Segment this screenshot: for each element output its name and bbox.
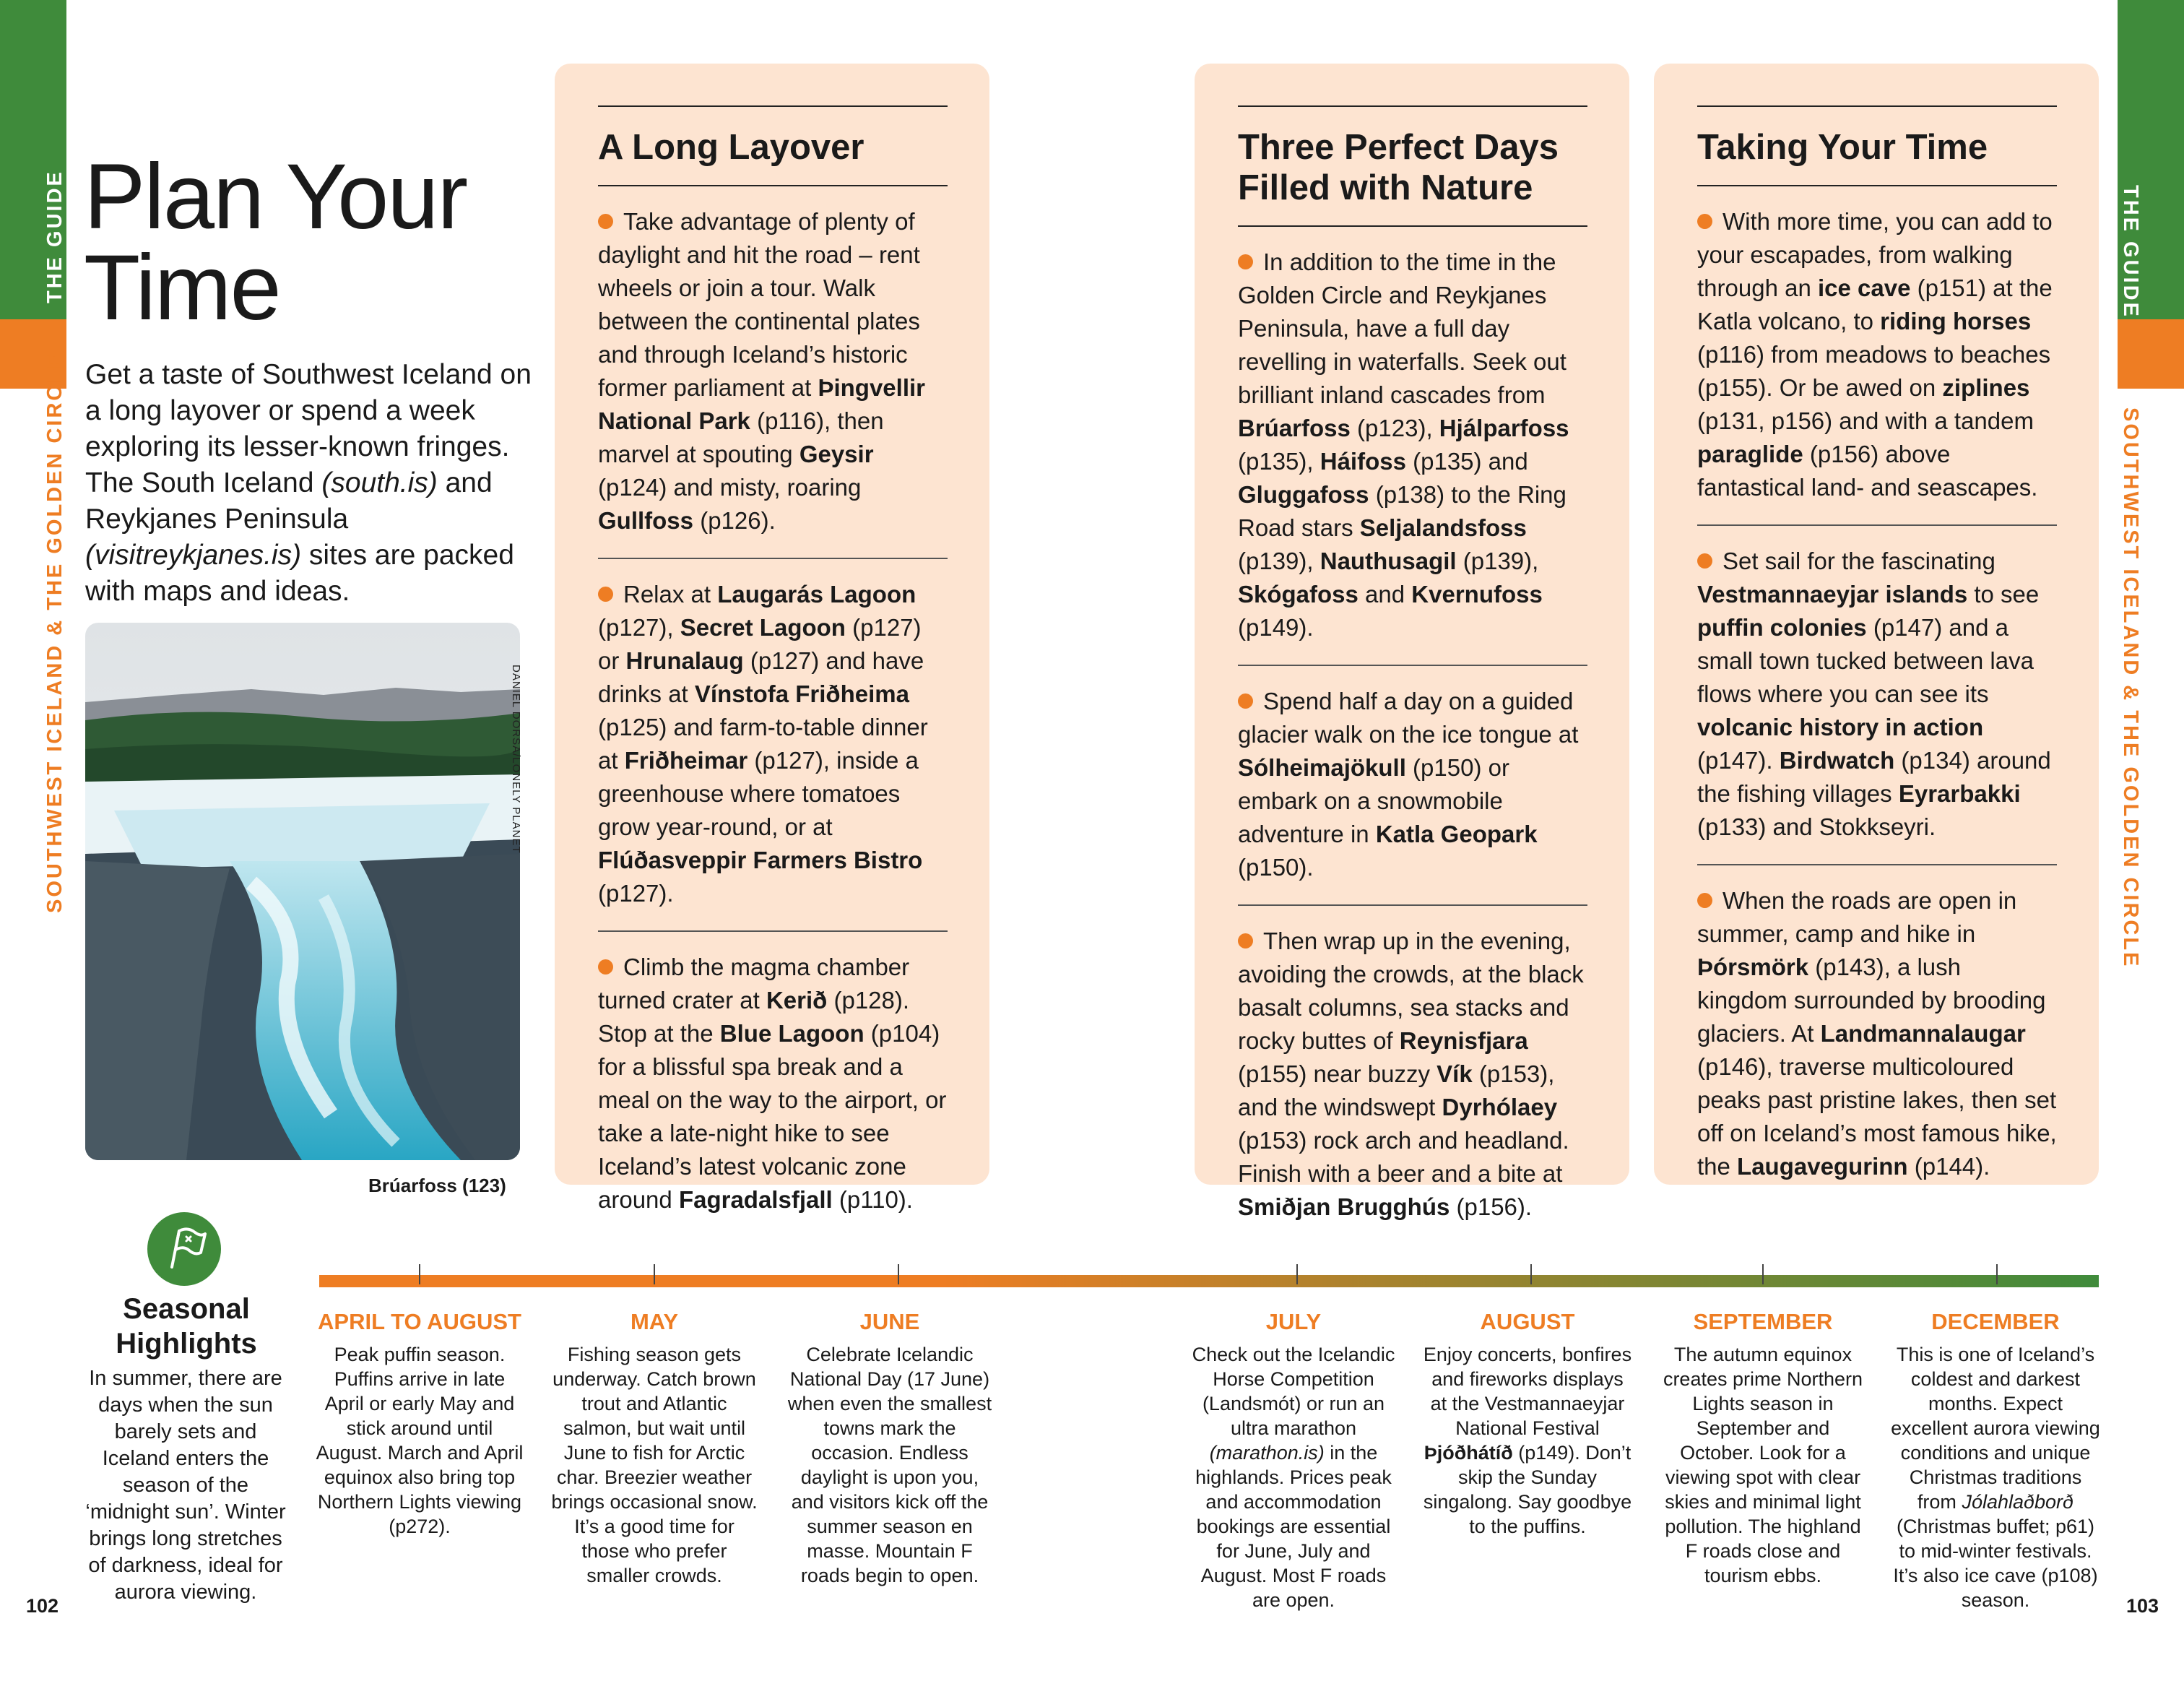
bullet-dot-icon bbox=[598, 959, 613, 975]
flag-icon bbox=[147, 1212, 221, 1286]
timeline-tick bbox=[419, 1264, 420, 1284]
card-title: A Long Layover bbox=[598, 105, 948, 186]
timeline-tick bbox=[1996, 1264, 1998, 1284]
month-text: Check out the Icelandic Horse Competition (Landsmót) or run an ultra marathon (marathon.is) in the highlands. Prices peak and accommodation bookings are essential for June, July and August. Most F roads are open. bbox=[1192, 1344, 1395, 1611]
intro-text: sites are packed with maps and ideas. bbox=[85, 540, 514, 607]
month-text: Enjoy concerts, bonfires and fireworks displays at the Vestmannaeyjar National Festival Þjóðhátíð (p149). Don’t skip the Sunday singalong. Say goodbye to the puffins. bbox=[1423, 1344, 1632, 1537]
bullet-dot-icon bbox=[1238, 693, 1253, 709]
intro-text: and Reykjanes Peninsula bbox=[85, 467, 493, 535]
card-three-days bbox=[1195, 64, 1629, 1220]
photo-caption: Brúarfoss (123) bbox=[368, 1175, 506, 1196]
month-text: This is one of Iceland’s coldest and darkest months. Expect excellent aurora viewing conditions and unique Christmas traditions from Jólahlaðborð (Christmas buffet; p61) to mid-winter festivals. It’s also ice cave (p108) season. bbox=[1891, 1344, 2100, 1611]
intro-paragraph bbox=[85, 357, 533, 610]
orange-tab bbox=[2118, 319, 2184, 389]
itinerary-item: With more time, you can add to your escapades, from walking through an ice cave (p151) at the Katla volcano, to riding horses (p116) from meadows to beaches (p155). Or be awed on ziplines (p131, p156) and with a tandem paraglide (p156) above fantastical land- and seascapes. bbox=[1697, 186, 2057, 526]
flag-icon-svg bbox=[147, 1212, 221, 1286]
region-label: SOUTHWEST ICELAND & THE GOLDEN CIRCLE bbox=[2119, 407, 2142, 969]
month-name: SEPTEMBER bbox=[1693, 1309, 1833, 1334]
right-side-tab bbox=[2118, 0, 2184, 1681]
itinerary-item: Climb the magma chamber turned crater at Kerið (p128). Stop at the Blue Lagoon (p104) for a blissful spa break and a meal on the way to the airport, or take a late-night hike to see Iceland’s latest volcanic zone around Fagradalsfjall (p110). bbox=[598, 954, 947, 1213]
month-text: Peak puffin season. Puffins arrive in late April or early May and stick around until August. March and April equinox also bring top Northern Lights viewing (p272). bbox=[316, 1344, 524, 1537]
timeline-tick bbox=[654, 1264, 655, 1284]
month-december bbox=[1891, 1308, 2100, 1612]
bullet-dot-icon bbox=[1238, 933, 1253, 948]
month-name: JUNE bbox=[859, 1309, 920, 1334]
timeline-tick bbox=[1762, 1264, 1764, 1284]
itinerary-item: Take advantage of plenty of daylight and hit the road – rent wheels or join a tour. Walk between the continental plates and through Iceland’s historic former parliament at Þingvellir National Park (p116), then marvel at spouting Geysir (p124) and misty, roaring Gullfoss (p126). bbox=[598, 186, 948, 559]
photo-credit: DANIEL DORSA/LONELY PLANET bbox=[510, 665, 522, 854]
card-title: Taking Your Time bbox=[1697, 105, 2057, 186]
month-september bbox=[1658, 1308, 1868, 1588]
visitreykjanes-link: (visitreykjanes.is) bbox=[85, 540, 302, 571]
card-title: Three Perfect Days Filled with Nature bbox=[1238, 105, 1587, 227]
timeline-tick bbox=[1296, 1264, 1298, 1284]
page-number-right: 103 bbox=[2126, 1595, 2159, 1617]
month-june bbox=[785, 1308, 994, 1588]
intro-text: Get a taste of Southwest Iceland on a long layover or spend a week exploring its lesser-known fringes. The South Iceland bbox=[85, 359, 532, 498]
bullet-dot-icon bbox=[1697, 553, 1712, 569]
title-line-1: Plan Your bbox=[84, 145, 467, 249]
itinerary-item: Set sail for the fascinating Vestmannaeyjar islands to see puffin colonies (p147) and a small town tucked between lava flows where you can see its volcanic history in action (p147). Birdwatch (p134) around the fishing villages Eyrarbakki (p133) and Stokkseyri. bbox=[1697, 526, 2057, 865]
month-name: APRIL TO AUGUST bbox=[318, 1309, 521, 1334]
timeline-tick bbox=[898, 1264, 899, 1284]
month-name: JULY bbox=[1265, 1309, 1322, 1334]
itinerary-item: Relax at Laugarás Lagoon (p127), Secret Lagoon (p127) or Hrunalaug (p127) and have drinks at Vínstofa Friðheima (p125) and farm-to-table dinner at Friðheimar (p127), inside a greenhouse where tomatoes grow year-round, or at Flúðasveppir Farmers Bistro (p127). bbox=[598, 559, 948, 932]
month-april-to-august bbox=[315, 1308, 524, 1539]
month-name: MAY bbox=[630, 1309, 679, 1334]
page-title bbox=[84, 145, 546, 340]
guide-label: THE GUIDE bbox=[2119, 185, 2142, 319]
card-long-layover bbox=[555, 64, 989, 1213]
itinerary-item: When the roads are open in summer, camp and hike in Þórsmörk (p143), a lush kingdom surrounded by brooding glaciers. At Landmannalaugar (p146), traverse multicoloured peaks past pristine lakes, then set off on Iceland’s most famous hike, the Laugavegurinn (p144). bbox=[1697, 887, 2057, 1180]
itinerary-item: Spend half a day on a guided glacier walk on the ice tongue at Sólheimajökull (p150) or embark on a snowmobile adventure in Katla Geopark (p150). bbox=[1238, 666, 1587, 906]
itinerary-item: Then wrap up in the evening, avoiding the crowds, at the black basalt columns, sea stacks and rocky buttes of Reynisfjara (p155) near buzzy Vík (p153), and the windswept Dyrhólaey (p153) rock arch and headland. Finish with a beer and a bite at Smiðjan Brugghús (p156). bbox=[1238, 928, 1584, 1220]
seasonal-title: Seasonal Highlights bbox=[116, 1293, 257, 1360]
left-side-tab bbox=[0, 0, 66, 1681]
guide-label: THE GUIDE bbox=[43, 170, 66, 303]
waterfall-photo bbox=[85, 623, 520, 1160]
bullet-dot-icon bbox=[1697, 214, 1712, 229]
itinerary-item: In addition to the time in the Golden Circle and Reykjanes Peninsula, have a full day revelling in waterfalls. Seek out brilliant inland cascades from Brúarfoss (p123), Hjálparfoss (p135), Háifoss (p135) and Gluggafoss (p138) to the Ring Road stars Seljalandsfoss (p139), Nauthusagil (p139), Skógafoss and Kvernufoss (p149). bbox=[1238, 227, 1587, 666]
month-text: Celebrate Icelandic National Day (17 June) when even the smallest towns mark the occasion. Endless daylight is upon you, and visitors kick off the summer season en masse. Mountain F roads begin to open. bbox=[787, 1344, 992, 1586]
bullet-dot-icon bbox=[598, 587, 613, 602]
seasonal-intro: In summer, there are days when the sun barely sets and Iceland enters the season of the ‘midnight sun’. Winter brings long stretches of darkness, ideal for aurora viewing. bbox=[85, 1367, 286, 1604]
timeline-bar bbox=[319, 1275, 2099, 1287]
month-text: The autumn equinox creates prime Northern Lights season in September and October. Look for a viewing spot with clear skies and minimal light pollution. The highland F roads close and tourism ebbs. bbox=[1663, 1344, 1863, 1586]
bullet-dot-icon bbox=[598, 214, 613, 229]
month-august bbox=[1423, 1308, 1632, 1539]
month-name: DECEMBER bbox=[1931, 1309, 2060, 1334]
bullet-dot-icon bbox=[1238, 254, 1253, 269]
page-number-left: 102 bbox=[26, 1595, 59, 1617]
month-name: AUGUST bbox=[1480, 1309, 1575, 1334]
card-taking-your-time bbox=[1654, 64, 2099, 1185]
month-july bbox=[1189, 1308, 1398, 1612]
timeline-tick bbox=[1530, 1264, 1532, 1284]
month-may bbox=[550, 1308, 759, 1588]
waterfall-illustration bbox=[85, 623, 520, 1160]
region-label: SOUTHWEST ICELAND & THE GOLDEN CIRCLE bbox=[43, 352, 66, 913]
south-is-link: (south.is) bbox=[321, 467, 438, 498]
bullet-dot-icon bbox=[1697, 893, 1712, 908]
month-text: Fishing season gets underway. Catch brown trout and Atlantic salmon, but wait until June to fish for Arctic char. Breezier weather brings occasional snow. It’s a good time for those who prefer smaller crowds. bbox=[551, 1344, 758, 1586]
title-line-2: Time bbox=[84, 236, 280, 340]
